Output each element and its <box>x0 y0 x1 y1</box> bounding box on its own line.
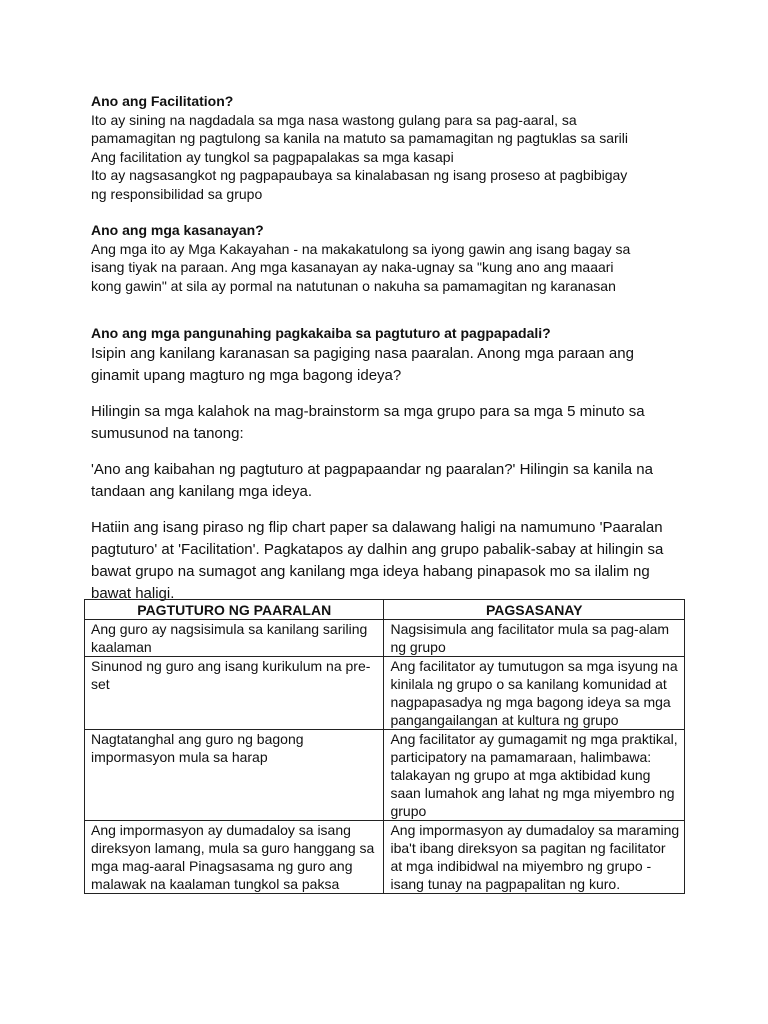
table-cell: Ang impormasyon ay dumadaloy sa maraming iba't ibang direksyon sa pagitan ng facilitator at mga indibidwal na miyembro ng grupo - isang tunay na pagpapalitan ng kuro. <box>384 821 685 894</box>
paragraph-isipin: Isipin ang kanilang karanasan sa pagiging nasa paaralan. Anong mga paraan ang ginamit upang magturo ng mga bagong ideya? <box>91 344 634 384</box>
text-line: pamamagitan ng pagtulong sa kanila na matuto sa pamamagitan ng pagtuklas sa sarili <box>91 130 628 146</box>
text-line: Ito ay nagsasangkot ng pagpapaubaya sa kinalabasan ng isang proseso at pagbibigay <box>91 167 628 183</box>
paragraph-hatiin: Hatiin ang isang piraso ng flip chart paper sa dalawang haligi na namumuno 'Paaralan pagtuturo' at 'Facilitation'. Pagkatapos ay dalhin ang grupo pabalik-sabay at hilingin sa bawat grupo na sumagot ang kanilang mga ideya habang pinapasok mo sa ilalim ng bawat haligi. <box>91 518 664 602</box>
column-header-pagtuturo: PAGTUTURO NG PAARALAN <box>85 600 384 620</box>
table-row <box>85 620 685 657</box>
table-cell: Nagsisimula ang facilitator mula sa pag-alam ng grupo <box>384 620 685 657</box>
table-row <box>85 657 685 730</box>
comparison-table <box>84 599 685 894</box>
section-heading-facilitation: Ano ang Facilitation? <box>91 93 234 109</box>
table-row <box>85 821 685 894</box>
table-cell: Ang impormasyon ay dumadaloy sa isang direksyon lamang, mula sa guro hanggang sa mga mag-aaral Pinagsasama ng guro ang malawak na kaalaman tungkol sa paksa <box>85 821 384 894</box>
table-header-row <box>85 600 685 620</box>
text-line: Ang mga ito ay Mga Kakayahan - na makakatulong sa iyong gawin ang isang bagay sa <box>91 240 631 257</box>
comparison-table-wrapper <box>84 599 685 894</box>
text-line: Ang facilitation ay tungkol sa pagpapalakas sa mga kasapi <box>91 148 454 165</box>
section-heading-kasanayan: Ano ang mga kasanayan? <box>91 222 264 238</box>
table-row <box>85 730 685 821</box>
table-cell: Ang facilitator ay tumutugon sa mga isyung na kinilala ng grupo o sa kanilang komunidad at nagpapasadya ng mga bagong ideya sa mga pangangailangan at kultura ng grupo <box>384 657 685 730</box>
text-line: kong gawin" at sila ay pormal na natutunan o nakuha sa pamamagitan ng karanasan <box>91 277 616 294</box>
table-cell: Sinunod ng guro ang isang kurikulum na pre-set <box>85 657 384 730</box>
table-cell: Ang guro ay nagsisimula sa kanilang sariling kaalaman <box>85 620 384 657</box>
paragraph-tanong: 'Ano ang kaibahan ng pagtuturo at pagpapaandar ng paaralan?' Hilingin sa kanila na tandaan ang kanilang mga ideya. <box>91 460 653 500</box>
text-line: Ito ay sining na nagdadala sa mga nasa wastong gulang para sa pag-aaral, sa <box>91 111 577 128</box>
section-heading-pagkakaiba: Ano ang mga pangunahing pagkakaiba sa pagtuturo at pagpapadali? <box>91 325 551 341</box>
text-line: ng responsibilidad sa grupo <box>91 185 263 202</box>
column-header-pagsasanay: PAGSASANAY <box>384 600 685 620</box>
table-cell: Nagtatanghal ang guro ng bagong impormasyon mula sa harap <box>85 730 384 821</box>
paragraph-hilingin: Hilingin sa mga kalahok na mag-brainstorm sa mga grupo para sa mga 5 minuto sa sumusunod na tanong: <box>91 402 645 442</box>
document-body <box>91 92 691 605</box>
text-line: isang tiyak na paraan. Ang mga kasanayan ay naka-ugnay sa "kung ano ang maaari <box>91 259 614 275</box>
table-cell: Ang facilitator ay gumagamit ng mga praktikal, participatory na pamamaraan, halimbawa: talakayan ng grupo at mga aktibidad kung saan lumahok ang lahat ng mga miyembro ng grupo <box>384 730 685 821</box>
